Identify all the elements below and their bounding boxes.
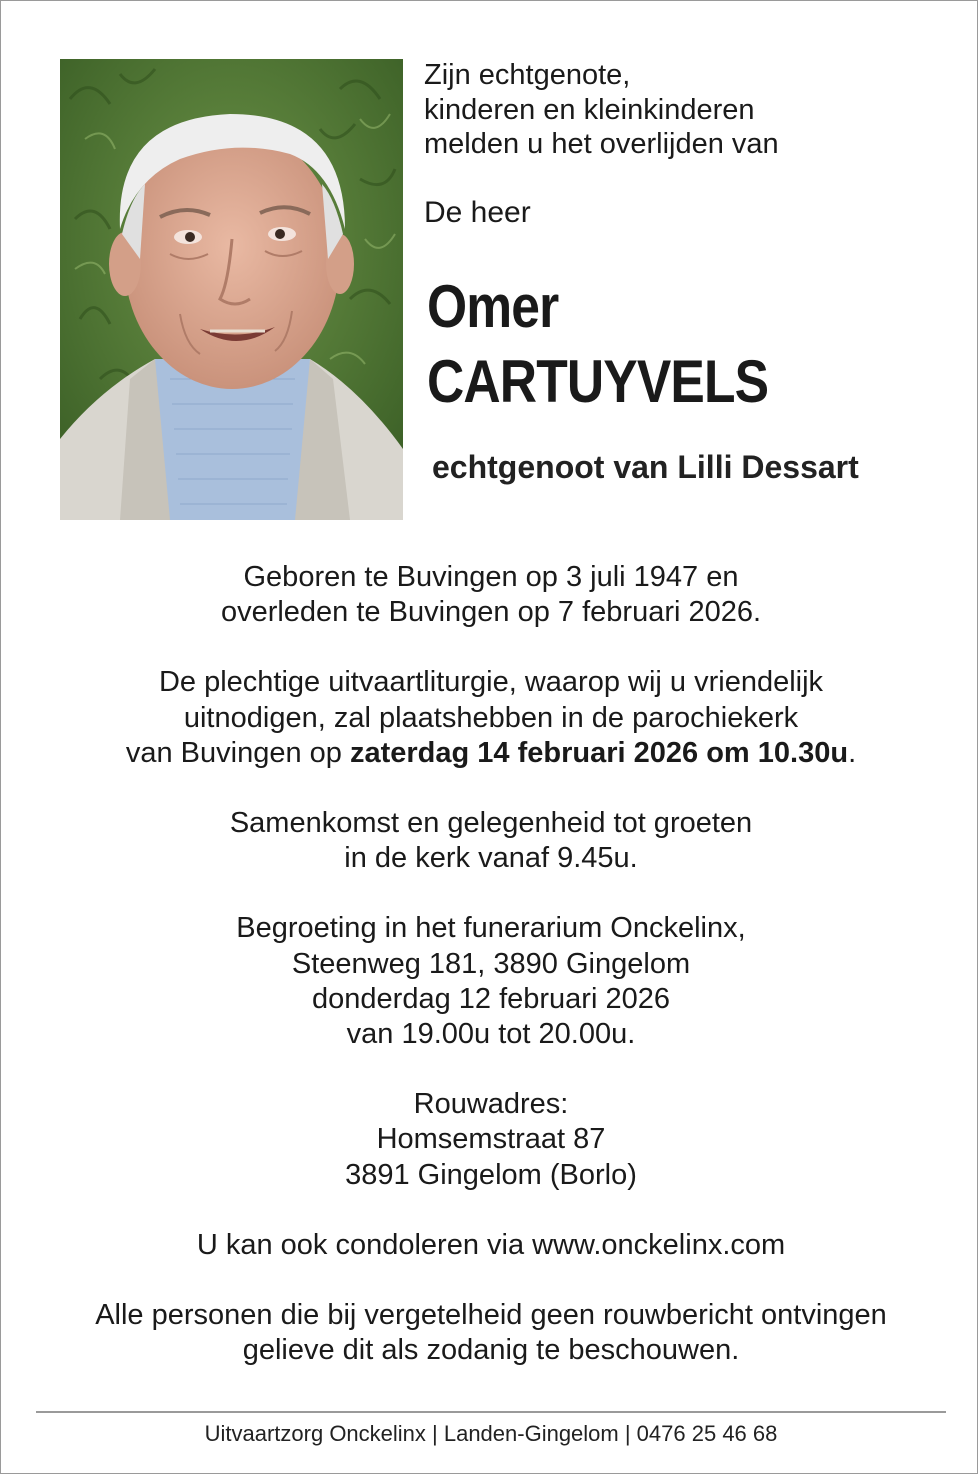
liturgy-line-3 [1, 736, 980, 771]
liturgy-line-2: uitnodigen, zal plaatshebben in de parochiekerk [183, 701, 799, 734]
birth-death-paragraph [1, 560, 980, 630]
deceased-name [427, 269, 768, 419]
visitation-paragraph [1, 911, 980, 1052]
liturgy-date-time: zaterdag 14 februari 2026 om 10.30u [349, 736, 849, 769]
intro-line-1: Zijn echtgenote, [424, 59, 631, 91]
honorific: De heer [424, 196, 531, 229]
visitation-line-4: van 19.00u tot 20.00u. [346, 1018, 636, 1051]
birth-line: Geboren te Buvingen op 3 juli 1947 en [243, 561, 739, 593]
portrait-photo [60, 59, 403, 520]
condolence-paragraph [1, 1228, 980, 1263]
gathering-paragraph [1, 806, 980, 876]
spouse-line: echtgenoot van Lilli Dessart [432, 449, 859, 485]
intro-line-2: kinderen en kleinkinderen [424, 93, 755, 126]
address-city: 3891 Gingelom (Borlo) [345, 1158, 637, 1191]
intro-text [424, 58, 779, 162]
footer-text: Uitvaartzorg Onckelinx | Landen-Gingelom | 0476 25 46 68 [204, 1421, 778, 1446]
last-name: CARTUYVELS [427, 348, 769, 415]
liturgy-line-3-prefix: van Buvingen op [125, 736, 350, 769]
announcement-body [1, 560, 980, 1403]
visitation-line-2: Steenweg 181, 3890 Gingelom [291, 947, 691, 980]
address-label: Rouwadres: [413, 1088, 569, 1121]
liturgy-line-1: De plechtige uitvaartliturgie, waarop wij u vriendelijk [158, 666, 824, 699]
gathering-line-2: in de kerk vanaf 9.45u. [344, 842, 638, 875]
address-paragraph [1, 1087, 980, 1193]
notice-paragraph [1, 1298, 980, 1368]
portrait-image [60, 59, 403, 520]
notice-line-2: gelieve dit als zodanig te beschouwen. [242, 1334, 740, 1367]
liturgy-paragraph [1, 665, 980, 771]
visitation-line-3: donderdag 12 februari 2026 [312, 982, 670, 1015]
intro-line-3: melden u het overlijden van [424, 128, 779, 160]
death-line: overleden te Buvingen op 7 februari 2026. [220, 596, 762, 629]
first-name: Omer [427, 273, 559, 340]
liturgy-line-3-suffix: . [848, 736, 857, 769]
notice-line-1: Alle personen die bij vergetelheid geen rouwbericht ontvingen [95, 1299, 887, 1332]
condolence-text: U kan ook condoleren via www.onckelinx.com [196, 1228, 786, 1261]
footer-divider [36, 1411, 946, 1413]
visitation-line-1: Begroeting in het funerarium Onckelinx, [236, 912, 746, 945]
gathering-line-1: Samenkomst en gelegenheid tot groeten [229, 807, 753, 840]
address-street: Homsemstraat 87 [376, 1123, 606, 1156]
